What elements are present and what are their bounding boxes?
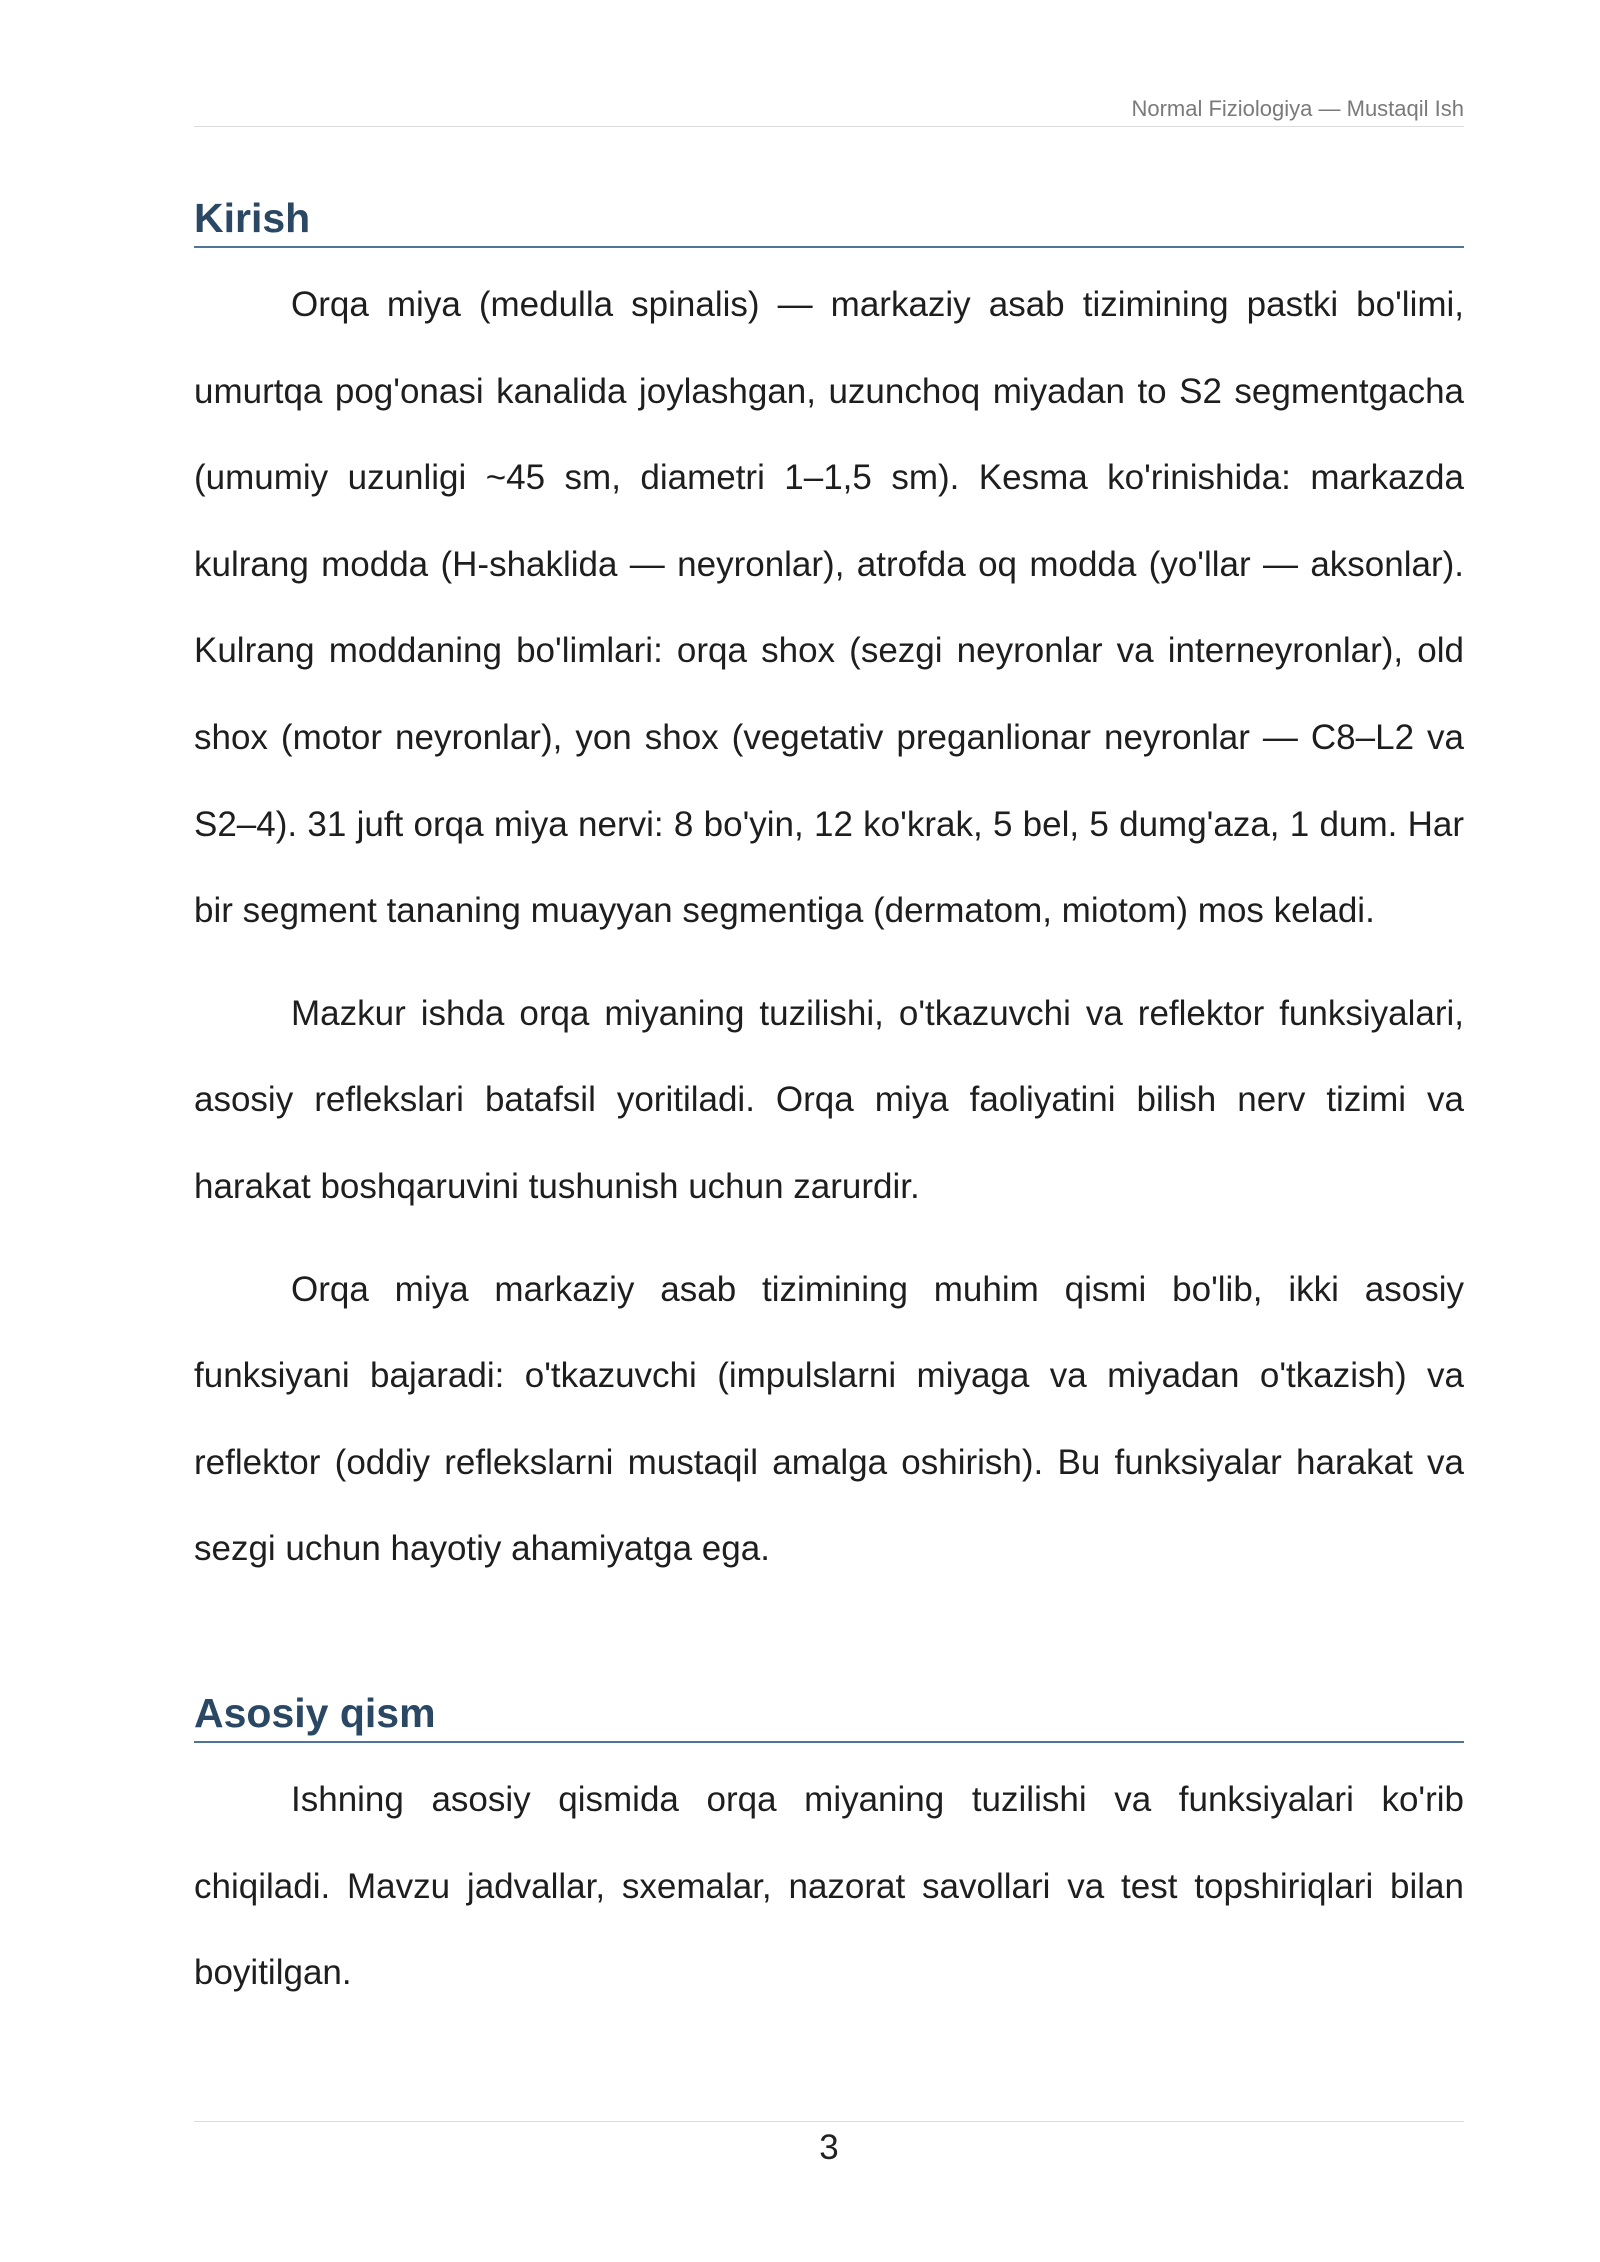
paragraph: Orqa miya markaziy asab tizimining muhim qismi bo'lib, ikki asosiy funksiyani bajaradi: o'tkazuvchi (impulslarni miyaga va miyadan o'tkazish) va reflektor (oddiy reflekslarni mustaqil amalga oshirish). Bu funksiyalar harakat va sezgi uchun hayotiy ahamiyatga ega.	[194, 1269, 1464, 1569]
paragraph: Orqa miya (medulla spinalis) — markaziy asab tizimining pastki bo'limi, umurtqa pog'onasi kanalida joylashgan, uzunchoq miyadan to S2 segmentgacha (umumiy uzunligi ~45 sm, diametri 1–1,5 sm). Kesma ko'rinishida: markazda kulrang modda (H-shaklida — neyronlar), atrofda oq modda (yo'llar — aksonlar). Kulrang moddaning bo'limlari: orqa shox (sezgi neyronlar va interneyronlar), old shox (motor neyronlar), yon shox (vegetativ preganlionar neyronlar — C8–L2 va S2–4). 31 juft orqa miya nervi: 8 bo'yin, 12 ko'krak, 5 bel, 5 dumg'aza, 1 dum. Har bir segment tananing muayyan segmentiga (dermatom, miotom) mos keladi.	[194, 285, 1464, 931]
document-body	[194, 190, 1464, 2033]
page-number: 3	[819, 2128, 839, 2167]
paragraph: Ishning asosiy qismida orqa miyaning tuzilishi va funksiyalari ko'rib chiqiladi. Mavzu jadvallar, sxemalar, nazorat savollari va test topshiriqlari bilan boyitilgan.	[194, 1779, 1464, 1993]
section-heading: Kirish	[194, 190, 1464, 248]
section-introduction	[194, 190, 1464, 1593]
page-footer	[194, 2121, 1464, 2168]
section-main-part	[194, 1685, 1464, 2017]
running-title: Normal Fiziologiya — Mustaqil Ish	[1131, 96, 1464, 121]
section-heading: Asosiy qism	[194, 1685, 1464, 1743]
paragraph: Mazkur ishda orqa miyaning tuzilishi, o'tkazuvchi va reflektor funksiyalari, asosiy reflekslari batafsil yoritiladi. Orqa miya faoliyatini bilish nerv tizimi va harakat boshqaruvini tushunish uchun zarurdir.	[194, 993, 1464, 1206]
page-header	[194, 92, 1464, 127]
